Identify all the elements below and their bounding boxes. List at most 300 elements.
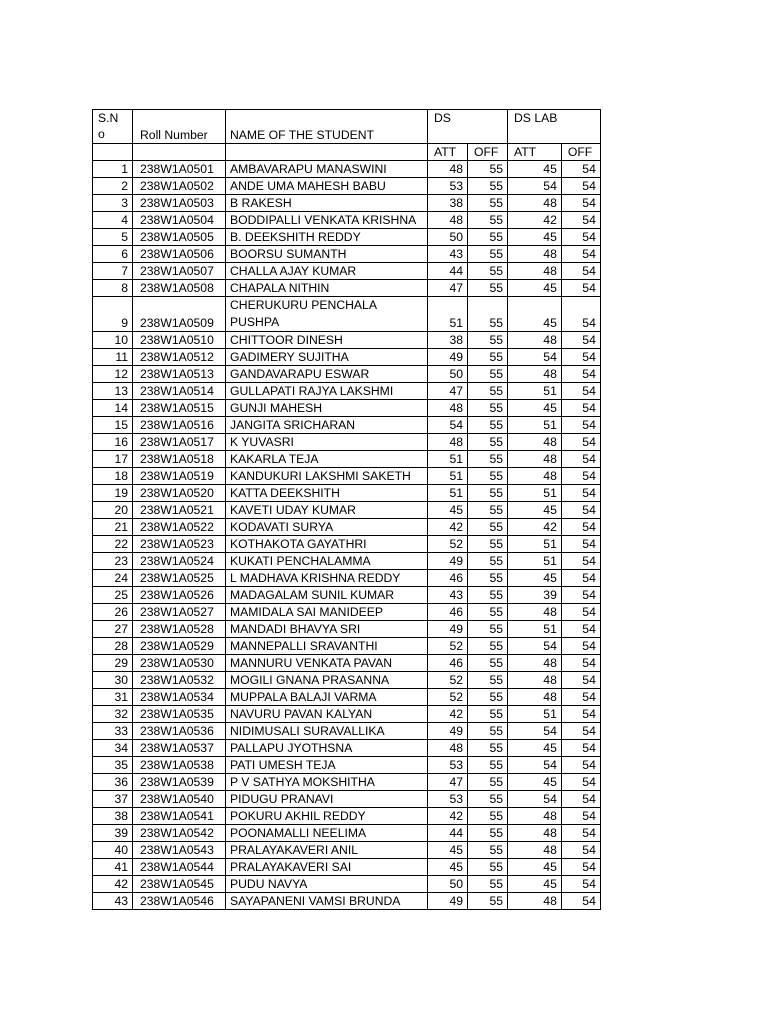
cell-roll: 238W1A0539	[133, 774, 226, 791]
cell-roll: 238W1A0522	[133, 519, 226, 536]
cell-lab-off: 54	[561, 638, 600, 655]
cell-name: MANNURU VENKATA PAVAN	[226, 655, 428, 672]
cell-lab-off: 54	[561, 655, 600, 672]
cell-name: B RAKESH	[226, 195, 428, 212]
cell-lab-off: 54	[561, 893, 600, 910]
cell-roll: 238W1A0515	[133, 400, 226, 417]
cell-lab-off: 54	[561, 689, 600, 706]
cell-ds-off: 55	[468, 400, 508, 417]
cell-ds-off: 55	[468, 808, 508, 825]
cell-ds-att: 46	[428, 570, 468, 587]
cell-lab-off: 54	[561, 417, 600, 434]
cell-ds-att: 49	[428, 893, 468, 910]
cell-lab-att: 48	[508, 366, 562, 383]
cell-roll: 238W1A0502	[133, 178, 226, 195]
cell-sno: 34	[93, 740, 133, 757]
cell-lab-att: 45	[508, 297, 562, 332]
cell-lab-att: 54	[508, 638, 562, 655]
cell-ds-off: 55	[468, 349, 508, 366]
cell-ds-att: 50	[428, 366, 468, 383]
cell-lab-off: 54	[561, 366, 600, 383]
table-row	[93, 876, 601, 893]
header-dslab: DS LAB	[508, 110, 562, 144]
cell-roll: 238W1A0504	[133, 212, 226, 229]
cell-lab-off: 54	[561, 587, 600, 604]
cell-ds-att: 44	[428, 825, 468, 842]
cell-ds-off: 55	[468, 161, 508, 178]
cell-ds-att: 47	[428, 774, 468, 791]
cell-roll: 238W1A0501	[133, 161, 226, 178]
table-row	[93, 740, 601, 757]
cell-roll: 238W1A0512	[133, 349, 226, 366]
table-row	[93, 332, 601, 349]
cell-sno: 1	[93, 161, 133, 178]
table-row	[93, 468, 601, 485]
cell-ds-att: 42	[428, 808, 468, 825]
cell-ds-att: 38	[428, 195, 468, 212]
cell-ds-off: 55	[468, 723, 508, 740]
cell-lab-att: 54	[508, 178, 562, 195]
cell-roll: 238W1A0545	[133, 876, 226, 893]
cell-name: KOTHAKOTA GAYATHRI	[226, 536, 428, 553]
cell-name: MADAGALAM SUNIL KUMAR	[226, 587, 428, 604]
cell-ds-att: 49	[428, 349, 468, 366]
cell-roll: 238W1A0530	[133, 655, 226, 672]
cell-lab-off: 54	[561, 825, 600, 842]
cell-roll: 238W1A0546	[133, 893, 226, 910]
cell-ds-att: 53	[428, 178, 468, 195]
header-ds-att: ATT	[428, 144, 468, 161]
cell-lab-att: 39	[508, 587, 562, 604]
cell-ds-off: 55	[468, 451, 508, 468]
cell-ds-off: 55	[468, 229, 508, 246]
cell-lab-off: 54	[561, 195, 600, 212]
table-row	[93, 297, 601, 332]
cell-sno: 20	[93, 502, 133, 519]
cell-lab-att: 48	[508, 434, 562, 451]
cell-ds-off: 55	[468, 536, 508, 553]
table-row	[93, 349, 601, 366]
cell-lab-att: 42	[508, 519, 562, 536]
table-row	[93, 638, 601, 655]
cell-lab-att: 51	[508, 553, 562, 570]
cell-sno: 14	[93, 400, 133, 417]
cell-name: MOGILI GNANA PRASANNA	[226, 672, 428, 689]
cell-ds-off: 55	[468, 297, 508, 332]
cell-lab-off: 54	[561, 774, 600, 791]
header-name: NAME OF THE STUDENT	[226, 110, 428, 144]
cell-ds-att: 49	[428, 553, 468, 570]
cell-ds-att: 50	[428, 229, 468, 246]
table-row	[93, 893, 601, 910]
cell-roll: 238W1A0538	[133, 757, 226, 774]
cell-lab-att: 54	[508, 349, 562, 366]
cell-lab-att: 54	[508, 723, 562, 740]
cell-ds-off: 55	[468, 825, 508, 842]
cell-sno: 40	[93, 842, 133, 859]
cell-sno: 35	[93, 757, 133, 774]
cell-name: PALLAPU JYOTHSNA	[226, 740, 428, 757]
table-row	[93, 757, 601, 774]
cell-ds-att: 52	[428, 536, 468, 553]
table-row	[93, 280, 601, 297]
cell-lab-off: 54	[561, 246, 600, 263]
table-row	[93, 655, 601, 672]
cell-lab-off: 54	[561, 451, 600, 468]
cell-ds-off: 55	[468, 876, 508, 893]
cell-sno: 3	[93, 195, 133, 212]
table-row	[93, 689, 601, 706]
cell-ds-att: 45	[428, 842, 468, 859]
cell-lab-off: 54	[561, 212, 600, 229]
cell-sno: 17	[93, 451, 133, 468]
cell-ds-off: 55	[468, 263, 508, 280]
table-row	[93, 229, 601, 246]
cell-lab-off: 54	[561, 519, 600, 536]
cell-sno: 24	[93, 570, 133, 587]
cell-lab-off: 54	[561, 621, 600, 638]
cell-roll: 238W1A0532	[133, 672, 226, 689]
cell-sno: 26	[93, 604, 133, 621]
cell-lab-att: 51	[508, 417, 562, 434]
table-row	[93, 519, 601, 536]
cell-ds-off: 55	[468, 638, 508, 655]
cell-lab-att: 45	[508, 740, 562, 757]
cell-lab-att: 54	[508, 791, 562, 808]
header-ds-off: OFF	[468, 144, 508, 161]
cell-lab-att: 48	[508, 672, 562, 689]
cell-name: K YUVASRI	[226, 434, 428, 451]
cell-roll: 238W1A0524	[133, 553, 226, 570]
table-row	[93, 263, 601, 280]
cell-ds-att: 53	[428, 757, 468, 774]
cell-ds-off: 55	[468, 655, 508, 672]
cell-lab-att: 48	[508, 808, 562, 825]
cell-name: CHITTOOR DINESH	[226, 332, 428, 349]
cell-sno: 33	[93, 723, 133, 740]
cell-ds-att: 51	[428, 485, 468, 502]
cell-ds-att: 47	[428, 383, 468, 400]
cell-lab-off: 54	[561, 383, 600, 400]
cell-lab-att: 48	[508, 893, 562, 910]
cell-sno: 21	[93, 519, 133, 536]
cell-roll: 238W1A0520	[133, 485, 226, 502]
cell-ds-att: 48	[428, 434, 468, 451]
cell-ds-att: 52	[428, 638, 468, 655]
cell-ds-att: 49	[428, 621, 468, 638]
cell-lab-off: 54	[561, 263, 600, 280]
cell-ds-att: 44	[428, 263, 468, 280]
cell-name: ANDE UMA MAHESH BABU	[226, 178, 428, 195]
cell-roll: 238W1A0517	[133, 434, 226, 451]
cell-name: BOORSU SUMANTH	[226, 246, 428, 263]
cell-ds-att: 48	[428, 740, 468, 757]
cell-name: P V SATHYA MOKSHITHA	[226, 774, 428, 791]
table-row	[93, 451, 601, 468]
cell-ds-off: 55	[468, 740, 508, 757]
cell-sno: 28	[93, 638, 133, 655]
cell-lab-off: 54	[561, 280, 600, 297]
header-row-1	[93, 110, 601, 144]
cell-name: KAKARLA TEJA	[226, 451, 428, 468]
cell-name: BODDIPALLI VENKATA KRISHNA	[226, 212, 428, 229]
cell-roll: 238W1A0508	[133, 280, 226, 297]
cell-sno: 39	[93, 825, 133, 842]
cell-name: MAMIDALA SAI MANIDEEP	[226, 604, 428, 621]
cell-name: GUNJI MAHESH	[226, 400, 428, 417]
cell-name: JANGITA SRICHARAN	[226, 417, 428, 434]
cell-ds-off: 55	[468, 859, 508, 876]
cell-lab-att: 45	[508, 280, 562, 297]
cell-roll: 238W1A0506	[133, 246, 226, 263]
cell-lab-att: 51	[508, 536, 562, 553]
cell-ds-att: 48	[428, 400, 468, 417]
cell-roll: 238W1A0536	[133, 723, 226, 740]
cell-ds-att: 51	[428, 297, 468, 332]
cell-name: GANDAVARAPU ESWAR	[226, 366, 428, 383]
cell-lab-off: 54	[561, 859, 600, 876]
cell-roll: 238W1A0505	[133, 229, 226, 246]
cell-roll: 238W1A0527	[133, 604, 226, 621]
cell-lab-att: 45	[508, 400, 562, 417]
cell-ds-off: 55	[468, 757, 508, 774]
table-row	[93, 536, 601, 553]
cell-sno: 43	[93, 893, 133, 910]
table-row	[93, 400, 601, 417]
cell-ds-att: 43	[428, 587, 468, 604]
cell-lab-off: 54	[561, 297, 600, 332]
cell-name: SAYAPANENI VAMSI BRUNDA	[226, 893, 428, 910]
cell-ds-att: 45	[428, 859, 468, 876]
header-blank-roll	[133, 144, 226, 161]
cell-lab-off: 54	[561, 502, 600, 519]
cell-ds-att: 48	[428, 212, 468, 229]
cell-ds-off: 55	[468, 366, 508, 383]
cell-lab-off: 54	[561, 757, 600, 774]
cell-name: PUDU NAVYA	[226, 876, 428, 893]
cell-ds-att: 52	[428, 689, 468, 706]
cell-lab-off: 54	[561, 672, 600, 689]
cell-lab-att: 45	[508, 229, 562, 246]
table-row	[93, 246, 601, 263]
cell-sno: 11	[93, 349, 133, 366]
cell-name: L MADHAVA KRISHNA REDDY	[226, 570, 428, 587]
cell-roll: 238W1A0526	[133, 587, 226, 604]
cell-ds-off: 55	[468, 519, 508, 536]
table-row	[93, 825, 601, 842]
cell-ds-att: 54	[428, 417, 468, 434]
cell-lab-off: 54	[561, 876, 600, 893]
cell-name: KUKATI PENCHALAMMA	[226, 553, 428, 570]
cell-sno: 5	[93, 229, 133, 246]
cell-roll: 238W1A0509	[133, 297, 226, 332]
header-dslab-spacer	[561, 110, 600, 144]
cell-sno: 42	[93, 876, 133, 893]
cell-lab-off: 54	[561, 332, 600, 349]
cell-name: GULLAPATI RAJYA LAKSHMI	[226, 383, 428, 400]
cell-roll: 238W1A0514	[133, 383, 226, 400]
cell-sno: 30	[93, 672, 133, 689]
cell-ds-off: 55	[468, 553, 508, 570]
cell-ds-off: 55	[468, 417, 508, 434]
cell-name: CHALLA AJAY KUMAR	[226, 263, 428, 280]
cell-lab-att: 51	[508, 706, 562, 723]
cell-name: PIDUGU PRANAVI	[226, 791, 428, 808]
table-row	[93, 723, 601, 740]
cell-lab-att: 48	[508, 246, 562, 263]
cell-name: MUPPALA BALAJI VARMA	[226, 689, 428, 706]
header-lab-off: OFF	[561, 144, 600, 161]
cell-ds-att: 42	[428, 706, 468, 723]
cell-lab-att: 45	[508, 774, 562, 791]
cell-roll: 238W1A0535	[133, 706, 226, 723]
table-row	[93, 791, 601, 808]
cell-sno: 2	[93, 178, 133, 195]
cell-name: KANDUKURI LAKSHMI SAKETH	[226, 468, 428, 485]
cell-ds-att: 48	[428, 161, 468, 178]
table-row	[93, 178, 601, 195]
cell-ds-att: 52	[428, 672, 468, 689]
table-row	[93, 434, 601, 451]
cell-ds-off: 55	[468, 178, 508, 195]
cell-roll: 238W1A0543	[133, 842, 226, 859]
cell-ds-off: 55	[468, 570, 508, 587]
cell-ds-att: 45	[428, 502, 468, 519]
table-row	[93, 161, 601, 178]
cell-lab-off: 54	[561, 604, 600, 621]
cell-ds-off: 55	[468, 332, 508, 349]
cell-roll: 238W1A0510	[133, 332, 226, 349]
cell-roll: 238W1A0541	[133, 808, 226, 825]
cell-lab-att: 48	[508, 689, 562, 706]
cell-sno: 9	[93, 297, 133, 332]
table-row	[93, 485, 601, 502]
cell-roll: 238W1A0503	[133, 195, 226, 212]
cell-name: POONAMALLI NEELIMA	[226, 825, 428, 842]
cell-name: GADIMERY SUJITHA	[226, 349, 428, 366]
cell-lab-off: 54	[561, 553, 600, 570]
header-blank-name	[226, 144, 428, 161]
cell-lab-att: 48	[508, 332, 562, 349]
table-row	[93, 859, 601, 876]
cell-lab-off: 54	[561, 178, 600, 195]
table-row	[93, 672, 601, 689]
cell-ds-off: 55	[468, 280, 508, 297]
cell-name: NIDIMUSALI SURAVALLIKA	[226, 723, 428, 740]
header-sno-line1: S.N	[98, 111, 119, 125]
cell-lab-off: 54	[561, 161, 600, 178]
cell-roll: 238W1A0518	[133, 451, 226, 468]
cell-sno: 27	[93, 621, 133, 638]
cell-ds-off: 55	[468, 195, 508, 212]
cell-sno: 41	[93, 859, 133, 876]
cell-roll: 238W1A0523	[133, 536, 226, 553]
cell-sno: 31	[93, 689, 133, 706]
cell-sno: 12	[93, 366, 133, 383]
cell-lab-att: 45	[508, 502, 562, 519]
cell-name: KODAVATI SURYA	[226, 519, 428, 536]
cell-sno: 23	[93, 553, 133, 570]
header-ds-spacer	[468, 110, 508, 144]
cell-ds-att: 53	[428, 791, 468, 808]
cell-name: NAVURU PAVAN KALYAN	[226, 706, 428, 723]
cell-name: PRALAYAKAVERI ANIL	[226, 842, 428, 859]
cell-sno: 22	[93, 536, 133, 553]
cell-ds-att: 50	[428, 876, 468, 893]
cell-ds-off: 55	[468, 621, 508, 638]
cell-lab-off: 54	[561, 468, 600, 485]
cell-lab-att: 51	[508, 621, 562, 638]
cell-name: KATTA DEEKSHITH	[226, 485, 428, 502]
cell-roll: 238W1A0529	[133, 638, 226, 655]
cell-ds-att: 46	[428, 655, 468, 672]
cell-ds-att: 51	[428, 468, 468, 485]
table-row	[93, 604, 601, 621]
cell-sno: 25	[93, 587, 133, 604]
cell-lab-off: 54	[561, 706, 600, 723]
cell-lab-att: 48	[508, 842, 562, 859]
cell-lab-off: 54	[561, 434, 600, 451]
cell-name: MANNEPALLI SRAVANTHI	[226, 638, 428, 655]
cell-lab-att: 51	[508, 485, 562, 502]
table-row	[93, 366, 601, 383]
cell-sno: 32	[93, 706, 133, 723]
cell-name: CHERUKURU PENCHALA PUSHPA	[226, 297, 428, 332]
cell-lab-att: 48	[508, 451, 562, 468]
cell-lab-off: 54	[561, 842, 600, 859]
table-row	[93, 417, 601, 434]
cell-roll: 238W1A0540	[133, 791, 226, 808]
cell-name: POKURU AKHIL REDDY	[226, 808, 428, 825]
cell-sno: 37	[93, 791, 133, 808]
table-body	[93, 110, 601, 910]
table-row	[93, 383, 601, 400]
cell-name: AMBAVARAPU MANASWINI	[226, 161, 428, 178]
table-row	[93, 212, 601, 229]
cell-name: PATI UMESH TEJA	[226, 757, 428, 774]
cell-sno: 29	[93, 655, 133, 672]
cell-name: KAVETI UDAY KUMAR	[226, 502, 428, 519]
cell-ds-off: 55	[468, 791, 508, 808]
cell-lab-off: 54	[561, 570, 600, 587]
cell-lab-att: 45	[508, 161, 562, 178]
cell-roll: 238W1A0525	[133, 570, 226, 587]
cell-roll: 238W1A0537	[133, 740, 226, 757]
cell-roll: 238W1A0519	[133, 468, 226, 485]
cell-lab-att: 48	[508, 604, 562, 621]
cell-sno: 10	[93, 332, 133, 349]
cell-ds-off: 55	[468, 485, 508, 502]
cell-lab-att: 48	[508, 655, 562, 672]
cell-ds-off: 55	[468, 212, 508, 229]
cell-lab-off: 54	[561, 400, 600, 417]
cell-ds-off: 55	[468, 502, 508, 519]
cell-lab-off: 54	[561, 723, 600, 740]
cell-name: CHAPALA NITHIN	[226, 280, 428, 297]
cell-sno: 8	[93, 280, 133, 297]
cell-ds-att: 42	[428, 519, 468, 536]
cell-ds-att: 43	[428, 246, 468, 263]
header-sno	[93, 110, 133, 144]
cell-ds-off: 55	[468, 842, 508, 859]
header-ds: DS	[428, 110, 468, 144]
cell-lab-att: 45	[508, 859, 562, 876]
cell-lab-off: 54	[561, 791, 600, 808]
cell-sno: 38	[93, 808, 133, 825]
cell-roll: 238W1A0528	[133, 621, 226, 638]
cell-roll: 238W1A0544	[133, 859, 226, 876]
cell-lab-att: 42	[508, 212, 562, 229]
